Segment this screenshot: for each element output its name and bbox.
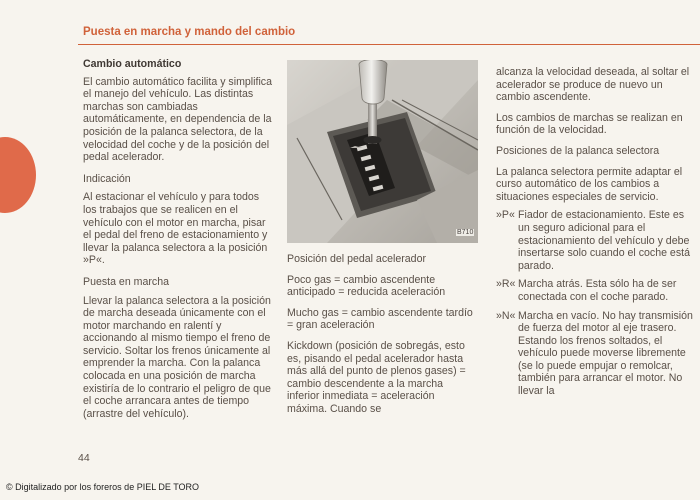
middle-column	[287, 253, 477, 416]
poco-gas-paragraph: Poco gas = cambio ascendente anticipado = reducida aceleración	[287, 273, 446, 299]
gear-item-r	[496, 278, 696, 303]
gear-desc: Fiador de estacionamiento. Este es un seguro adicional para el estacionamiento del vehículo y debe insertarse solo cuando el coche está parado.	[518, 209, 690, 272]
heading-puesta-en-marcha: Puesta en marcha	[83, 275, 169, 288]
heading-cambio-automatico: Cambio automático	[83, 58, 182, 70]
gear-position-list	[496, 209, 696, 397]
section-title: Puesta en marcha y mando del cambio	[83, 26, 296, 38]
indicacion-paragraph: Al estacionar el vehículo y para todos los trabajos que se realicen en el vehículo con el motor en marcha, pisar el pedal del freno de estacionamiento y llevar la palanca selectora a la posición »P«.	[83, 191, 268, 267]
right-column	[496, 66, 696, 404]
cambios-paragraph: Los cambios de marchas se realizan en función de la velocidad.	[496, 111, 683, 137]
page-number: 44	[78, 452, 90, 464]
continuation-paragraph: alcanza la velocidad deseada, al soltar el acelerador se produce de nuevo un cambio ascendente.	[496, 66, 690, 104]
mucho-gas-paragraph: Mucho gas = cambio ascendente tardío = gran aceleración	[287, 306, 473, 332]
credit-line: © Digitalizado por los foreros de PIEL DE TORO	[6, 482, 200, 492]
posiciones-intro: La palanca selectora permite adaptar el curso automático de los cambios a situaciones especiales de servicio.	[496, 165, 683, 203]
figure-code: B710	[457, 229, 474, 236]
heading-posiciones: Posiciones de la palanca selectora	[496, 144, 660, 157]
kickdown-paragraph: Kickdown (posición de sobregás, esto es, pisando el pedal acelerador hasta más allá del punto de plenos gases) = cambio descendente a la marcha inferior inmediata = aceleración máxima. Cuando se	[287, 339, 466, 415]
gear-key: »R«	[496, 278, 516, 291]
gear-selector-photo	[287, 60, 478, 243]
gear-item-p	[496, 209, 696, 272]
chapter-thumb-tab	[0, 137, 36, 213]
puesta-paragraph: Llevar la palanca selectora a la posición de marcha deseada únicamente con el motor marchando en ralentí y accionando al mismo tiempo el freno de servicio. Soltar los frenos únicamente al emprender la marcha. Con la palanca colocada en una posición de marcha existiría de lo contrario el peligro de que el coche arrancara antes de tiempo (arrastre del vehículo).	[83, 294, 271, 420]
header-rule	[78, 44, 700, 45]
gear-desc: Marcha en vacío. No hay transmisión de fuerza del motor al eje trasero. Estando los frenos soltados, el vehículo puede moverse libremente (se lo puede empujar o remolcar, también para arrancar el motor. No llevar la	[518, 309, 693, 398]
heading-indicacion: Indicación	[83, 172, 131, 185]
intro-paragraph: El cambio automático facilita y simplifica el manejo del vehículo. Las distintas marchas son cambiadas automáticamente, en dependencia de la posición de la palanca selectora, de la velocidad del coche y de la posición del pedal acelerador.	[83, 75, 272, 164]
gear-key: »P«	[496, 209, 515, 222]
gear-key: »N«	[496, 309, 516, 322]
gear-desc: Marcha atrás. Esta sólo ha de ser conectada con el coche parado.	[518, 278, 677, 303]
left-column	[83, 58, 275, 420]
heading-pedal-acelerador: Posición del pedal acelerador	[287, 253, 426, 265]
gear-item-n	[496, 310, 696, 398]
